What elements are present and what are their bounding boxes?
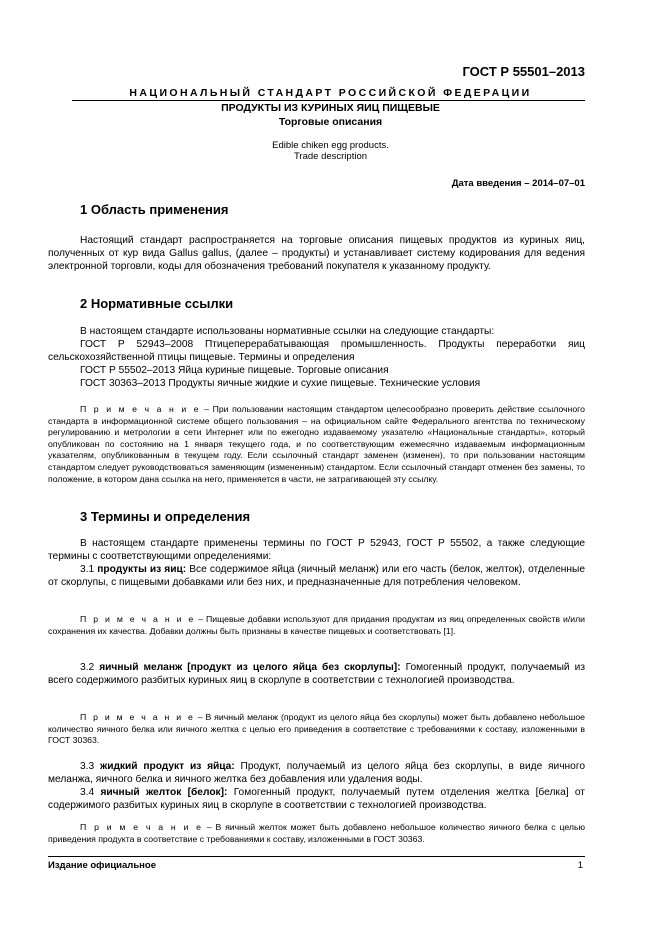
term-name: продукты из яиц:: [97, 564, 187, 575]
header-rule: [72, 100, 585, 101]
term-3-1-note: [48, 614, 585, 637]
term-number: 3.4: [80, 787, 101, 798]
reference-2: ГОСТ Р 55502–2013 Яйца куриные пищевые. Торговые описания: [80, 365, 389, 376]
reference-3: ГОСТ 30363–2013 Продукты яичные жидкие и сухие пищевые. Технические условия: [80, 378, 481, 389]
term-3-3: [48, 760, 585, 786]
term-definition: Все содержимое яйца (яичный меланж) или его часть (белок, желток), отделенные от скорлупы, с пищевыми добавками или без них, и предназначенные для потребления человеком.: [48, 564, 585, 589]
term-3-2-note: [48, 712, 585, 747]
term-definition: Продукт, получаемый из целого яйца без скорлупы, в виде яичного меланжа, яичного белка и яичного желтка без добавления или удаления воды.: [48, 761, 586, 786]
note-label: П р и м е ч а н и е: [80, 404, 201, 414]
note-label: П р и м е ч а н и е: [80, 822, 203, 832]
english-subtitle: Trade description: [293, 151, 368, 162]
term-name: жидкий продукт из яйца:: [99, 761, 235, 772]
note-text: – При пользовании настоящим стандартом целесообразно проверить действие ссылочного стандарта в информационной системе общего пользования – на официальном сайте Федерального агентства по техническому регулированию и метрологии в сети Интернет или по ежегодно издаваемому указателю «Национальные стандарты», который опубликован по состоянию на 1 января текущего года, и по соответствующим ежемесячно издаваемым информационным указателям, опубликованным в текущем году. Если ссылочный стандарт заменен (изменен), то при пользовании настоящим стандартом следует руководствоваться заменяющим (измененным) стандартом. Если ссылочный стандарт отменен без замены, то положение, в котором дана ссылка на него, применяется в части, не затрагивающей эту ссылку.: [48, 404, 585, 484]
section-3-heading: 3 Термины и определения: [80, 509, 251, 524]
reference-1: ГОСТ Р 52943–2008 Птицеперерабатывающая промышленность. Продукты переработки яиц сельскохозяйственной птицы пищевые. Термины и определения: [48, 339, 585, 364]
footer-rule: [48, 856, 585, 857]
note-label: П р и м е ч а н и е: [80, 614, 196, 624]
note-label: П р и м е ч а н и е: [80, 712, 195, 722]
term-3-4-note: [48, 822, 585, 845]
term-3-1: [48, 563, 585, 589]
note-text: – В яичный желток может быть добавлено небольшое количество яичного белка с целью приведения продукта в соответствие с требованиями к составу, изложенными в ГОСТ 30363.: [48, 822, 586, 844]
page-number: 1: [577, 860, 583, 871]
document-title: ПРОДУКТЫ ИЗ КУРИНЫХ ЯИЦ ПИЩЕВЫЕ: [221, 102, 440, 114]
section-1-heading: 1 Область применения: [80, 202, 229, 217]
note-text: – Пищевые добавки используют для придания продуктам из яиц определенных свойств и/или сохранения их качества. Добавки должны быть признаны в качестве пищевых и соответствовать [1].: [48, 614, 586, 636]
term-number: 3.1: [80, 564, 98, 575]
term-3-2: [48, 661, 585, 687]
official-edition-label: Издание официальное: [48, 860, 156, 871]
section-2-intro: В настоящем стандарте использованы нормативные ссылки на следующие стандарты:: [80, 326, 495, 337]
term-definition: Гомогенный продукт, получаемый путем отделения желтка [белка] от содержимого разбитых куриных яиц в скорлупе в соответствии с технологией производства.: [48, 787, 585, 812]
standard-number: ГОСТ Р 55501–2013: [462, 64, 585, 79]
term-name: яичный желток [белок]:: [100, 787, 228, 798]
section-3-intro: В настоящем стандарте применены термины по ГОСТ Р 52943, ГОСТ Р 55502, а также следующие термины с соответствующими определениями:: [48, 538, 585, 563]
term-number: 3.2: [80, 662, 100, 673]
section-1-text: Настоящий стандарт распространяется на торговые описания пищевых продуктов из куриных яиц, полученных от кур вида Gallus gallus, (далее – продукты) и устанавливает систему кодирования для ведения электронной торговли, коды для обозначения требований покупателя к указанному продукту.: [48, 235, 585, 273]
document-subtitle: Торговые описания: [278, 116, 383, 128]
effective-date: Дата введения – 2014–07–01: [451, 178, 585, 189]
term-definition: Гомогенный продукт, получаемый из всего содержимого разбитых куриных яиц в скорлупе в соответствии с технологией производства.: [48, 662, 585, 687]
term-number: 3.3: [80, 761, 100, 772]
term-name: яичный меланж [продукт из целого яйца без скорлупы]:: [99, 662, 401, 673]
section-2-note: [48, 404, 585, 485]
english-title: Edible chiken egg products.: [272, 140, 389, 151]
term-3-4: [48, 786, 585, 812]
note-text: – В яичный меланж (продукт из целого яйца без скорлупы) может быть добавлено небольшое количество яичного белка или яичного желтка с целью его приведения в соответствие с требованиями к составу, изложенными в ГОСТ 30363.: [48, 712, 585, 746]
national-standard-title: НАЦИОНАЛЬНЫЙ СТАНДАРТ РОССИЙСКОЙ ФЕДЕРАЦИИ: [129, 87, 532, 99]
section-2-heading: 2 Нормативные ссылки: [80, 296, 234, 311]
